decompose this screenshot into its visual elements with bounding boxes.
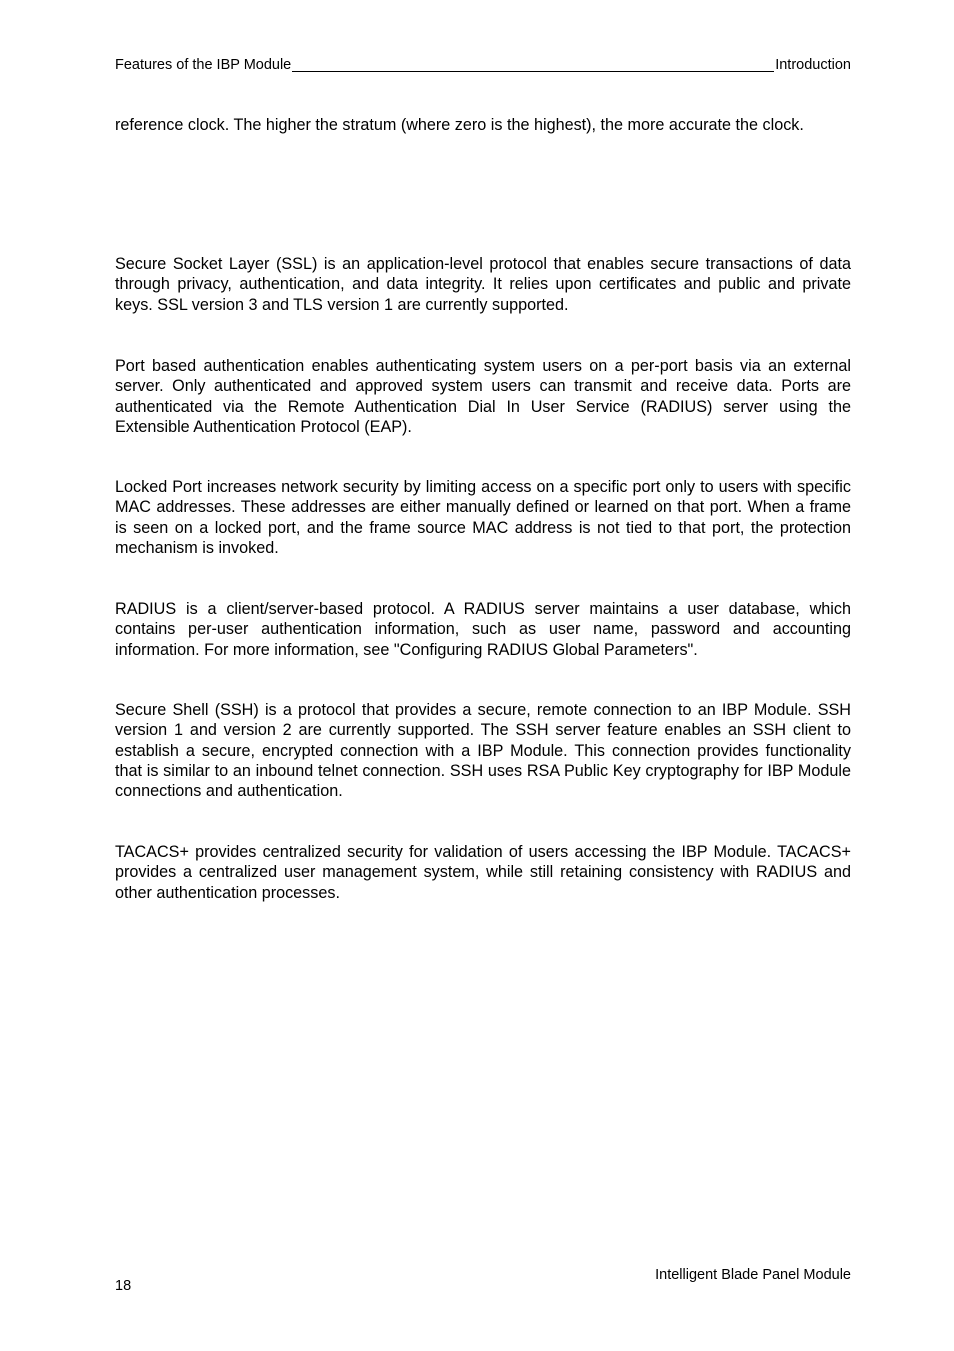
paragraph-locked-port: Locked Port increases network security by limiting access on a specific port only to users with specific MAC addresses. These addresses are either manually defined or learned on that port. When a frame is seen on a locked port, and the frame source MAC address is not tied to that port, the protection mechanism is invoked. bbox=[115, 478, 851, 557]
header-chapter-title: Introduction bbox=[775, 57, 851, 73]
footer-title: Intelligent Blade Panel Module bbox=[655, 1267, 851, 1283]
paragraph-tacacs: TACACS+ provides centralized security for validation of users accessing the IBP Module. TACACS+ provides a centralized user management system, while still retaining consistency with RADIUS and other authentication processes. bbox=[115, 843, 851, 902]
header-rule bbox=[292, 71, 774, 72]
header-section-title: Features of the IBP Module bbox=[115, 57, 292, 73]
paragraph-port-based-authentication: Port based authentication enables authenticating system users on a per-port basis via an external server. Only authenticated and approved system users can transmit and receive data. Ports are authenticated via the Remote Authentication Dial In User Service (RADIUS) server using the Extensible Authentication Protocol (EAP). bbox=[115, 357, 851, 436]
paragraph-stratum-continuation: reference clock. The higher the stratum (where zero is the highest), the more accurate the clock. bbox=[115, 116, 804, 134]
paragraph-ssl: Secure Socket Layer (SSL) is an application-level protocol that enables secure transactions of data through privacy, authentication, and data integrity. It relies upon certificates and public and private keys. SSL version 3 and TLS version 1 are currently supported. bbox=[115, 255, 851, 314]
page-header bbox=[115, 54, 851, 74]
paragraph-radius: RADIUS is a client/server-based protocol. A RADIUS server maintains a user database, which contains per-user authentication information, such as user name, password and accounting information. For more information, see "Configuring RADIUS Global Parameters". bbox=[115, 600, 851, 659]
paragraph-ssh: Secure Shell (SSH) is a protocol that provides a secure, remote connection to an IBP Module. SSH version 1 and version 2 are currently supported. The SSH server feature enables an SSH client to establish a secure, encrypted connection with a IBP Module. This connection provides functionality that is similar to an inbound telnet connection. SSH uses RSA Public Key cryptography for IBP Module connections and authentication. bbox=[115, 701, 851, 801]
page-number: 18 bbox=[115, 1278, 132, 1294]
